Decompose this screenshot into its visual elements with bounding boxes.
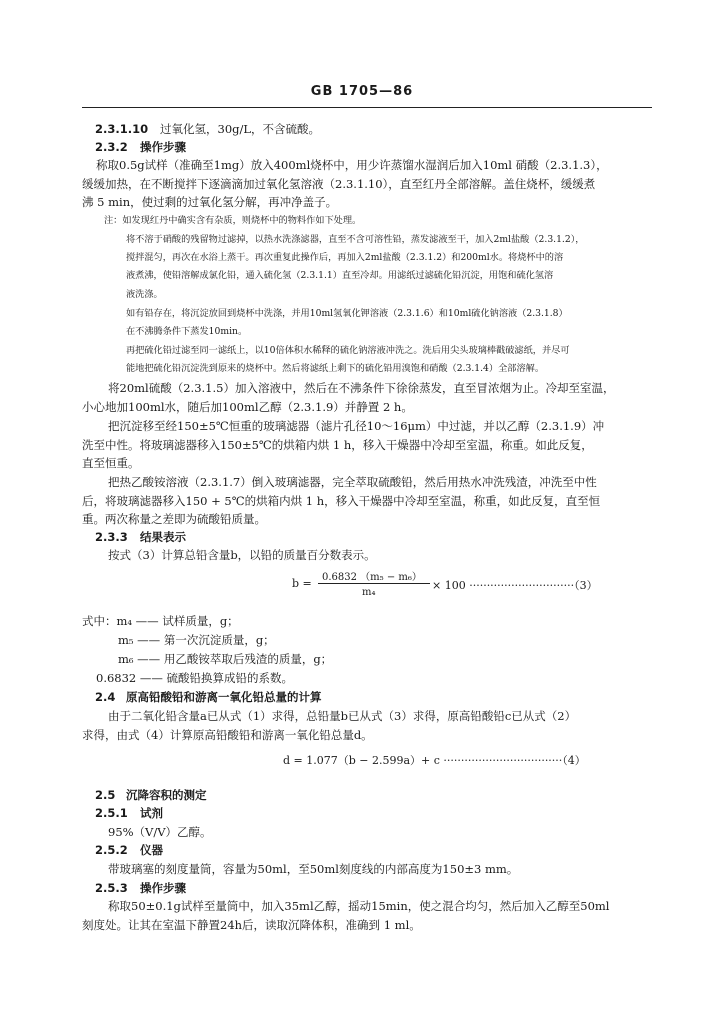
note-line: 液洗涤。 — [126, 289, 163, 300]
clause-heading: 试剂 — [140, 806, 163, 820]
formula-3-denominator: m₄ — [362, 587, 376, 598]
clause-number: 2.4 — [95, 690, 116, 704]
paragraph-line: 洗至中性。将玻璃滤器移入150±5℃的烘箱内烘 1 h，移入干燥器中冷却至室温，称重。如此反复， — [82, 438, 593, 452]
paragraph-line: 缓缓加热，在不断搅拌下逐滴滴加过氧化氢溶液（2.3.1.10），直至红丹全部溶解。盖住烧杯，缓缓煮 — [82, 177, 596, 191]
paragraph-line: 称取0.5g试样（准确至1mg）放入400ml烧杯中，用少许蒸馏水湿润后加入10ml 硝酸（2.3.1.3）， — [96, 158, 608, 172]
paragraph-line: 称取50±0.1g试样至量筒中，加入35ml乙醇，摇动15min，使之混合均匀，然后加入乙醇至50ml — [108, 899, 610, 913]
note-line: 如有铅存在，将沉淀放回到烧杯中洗涤，并用10ml氢氧化钾溶液（2.3.1.6）和10ml硫化钠溶液（2.3.1.8） — [126, 308, 568, 319]
note-line: 液煮沸，使铅溶解成氯化铅，通入硫化氢（2.3.1.1）直至冷却。用滤纸过滤硫化铅沉淀，用饱和硫化氢溶 — [126, 270, 554, 281]
clause-number: 2.3.1.10 — [95, 122, 149, 136]
paragraph-line: 把沉淀移至经150±5℃恒重的玻璃滤器（滤片孔径10～16μm）中过滤，并以乙醇（2.3.1.9）冲 — [108, 419, 605, 433]
clause-number: 2.5.1 — [95, 806, 128, 820]
formula-4: d = 1.077（b − 2.599a）+ c ··································（4） — [283, 754, 586, 767]
paragraph-line: 重。两次称量之差即为硫酸铅质量。 — [82, 512, 266, 526]
paragraph-line: 后，将玻璃滤器移入150 + 5℃的烘箱内烘 1 h，移入干燥器中冷却至室温，称重，如此反复，直至恒 — [82, 494, 601, 508]
clause-heading: 仪器 — [140, 843, 163, 857]
clause-heading: 结果表示 — [140, 530, 186, 544]
symbol-definition: 式中：m₄ —— 试样质量，g； — [82, 614, 239, 628]
paragraph-line: 按式（3）计算总铅含量b，以铅的质量百分数表示。 — [108, 548, 376, 562]
formula-3-numerator: 0.6832 （m₅ − m₆） — [322, 572, 422, 583]
paragraph-line: 95%（V/V）乙醇。 — [108, 825, 212, 839]
clause-heading: 原高铅酸铅和游离一氧化铅总量的计算 — [126, 690, 322, 704]
paragraph-line: 刻度处。让其在室温下静置24h后，读取沉降体积，准确到 1 ml。 — [82, 918, 421, 932]
symbol-definition: 0.6832 —— 硫酸铅换算成铅的系数。 — [96, 671, 294, 685]
paragraph-line: 小心地加100ml水，随后加100ml乙醇（2.3.1.9）并静置 2 h。 — [82, 400, 413, 414]
paragraph-line: 求得，由式（4）计算原高铅酸铅和游离一氧化铅总量d。 — [82, 728, 373, 742]
paragraph-line: 把热乙酸铵溶液（2.3.1.7）倒入玻璃滤器，完全萃取硫酸铅，然后用热水冲洗残渣，冲洗至中性 — [108, 475, 597, 489]
formula-3-lhs: b = — [292, 577, 312, 590]
clause-number: 2.5.3 — [95, 881, 128, 895]
clause-number: 2.5.2 — [95, 843, 128, 857]
note-line: 注：如发现红丹中确实含有杂质，则烧杯中的物料作如下处理。 — [104, 215, 362, 226]
header-rule — [82, 107, 652, 108]
clause-heading: 沉降容积的测定 — [126, 788, 207, 802]
paragraph-line: 将20ml硫酸（2.3.1.5）加入溶液中，然后在不沸条件下徐徐蒸发，直至冒浓烟为止。冷却至室温， — [108, 381, 615, 395]
paragraph-line: 带玻璃塞的刻度量筒，容量为50ml，至50ml刻度线的内部高度为150±3 mm。 — [108, 862, 519, 876]
clause-text: 过氧化氢，30g/L，不含硫酸。 — [160, 122, 321, 136]
clause-number: 2.5 — [95, 788, 116, 802]
clause-number: 2.3.3 — [95, 530, 128, 544]
clause-heading: 操作步骤 — [140, 881, 186, 895]
note-line: 能地把硫化铅沉淀洗到原来的烧杯中。然后将滤纸上剩下的硫化铅用溴饱和硝酸（2.3.1.4）全部溶解。 — [126, 363, 545, 374]
paragraph-line: 沸 5 min，使过剩的过氧化氢分解，再冲净盖子。 — [82, 195, 338, 209]
paragraph-line: 由于二氧化铅含量a已从式（1）求得，总铅量b已从式（3）求得，原高铅酸铅c已从式（2） — [108, 709, 577, 723]
formula-3-fraction-bar — [318, 583, 430, 584]
symbol-definition: m₆ —— 用乙酸铵萃取后残渣的质量，g； — [118, 652, 333, 666]
clause-number: 2.3.2 — [95, 140, 128, 154]
symbol-definition: m₅ —— 第一次沉淀质量，g； — [118, 633, 275, 647]
formula-3-rhs: × 100 ······························（3） — [432, 579, 598, 592]
clause-heading: 操作步骤 — [140, 140, 186, 154]
note-line: 在不沸腾条件下蒸发10min。 — [126, 326, 248, 337]
paragraph-line: 直至恒重。 — [82, 456, 140, 470]
note-line: 将不溶于硝酸的残留物过滤掉，以热水洗涤滤器，直至不含可溶性铅，蒸发滤液至干，加入2ml盐酸（2.3.1.2）， — [126, 234, 585, 245]
note-line: 搅拌混匀，再次在水浴上蒸干。再次重复此操作后，再加入2ml盐酸（2.3.1.2）和200ml水。将烧杯中的溶 — [126, 252, 564, 263]
standard-code-header: GB 1705—86 — [310, 84, 414, 99]
note-line: 再把硫化铅过滤至同一滤纸上，以10倍体积水稀释的硫化钠溶液冲洗之。洗后用尖头玻璃棒戳破滤纸，并尽可 — [126, 345, 570, 356]
